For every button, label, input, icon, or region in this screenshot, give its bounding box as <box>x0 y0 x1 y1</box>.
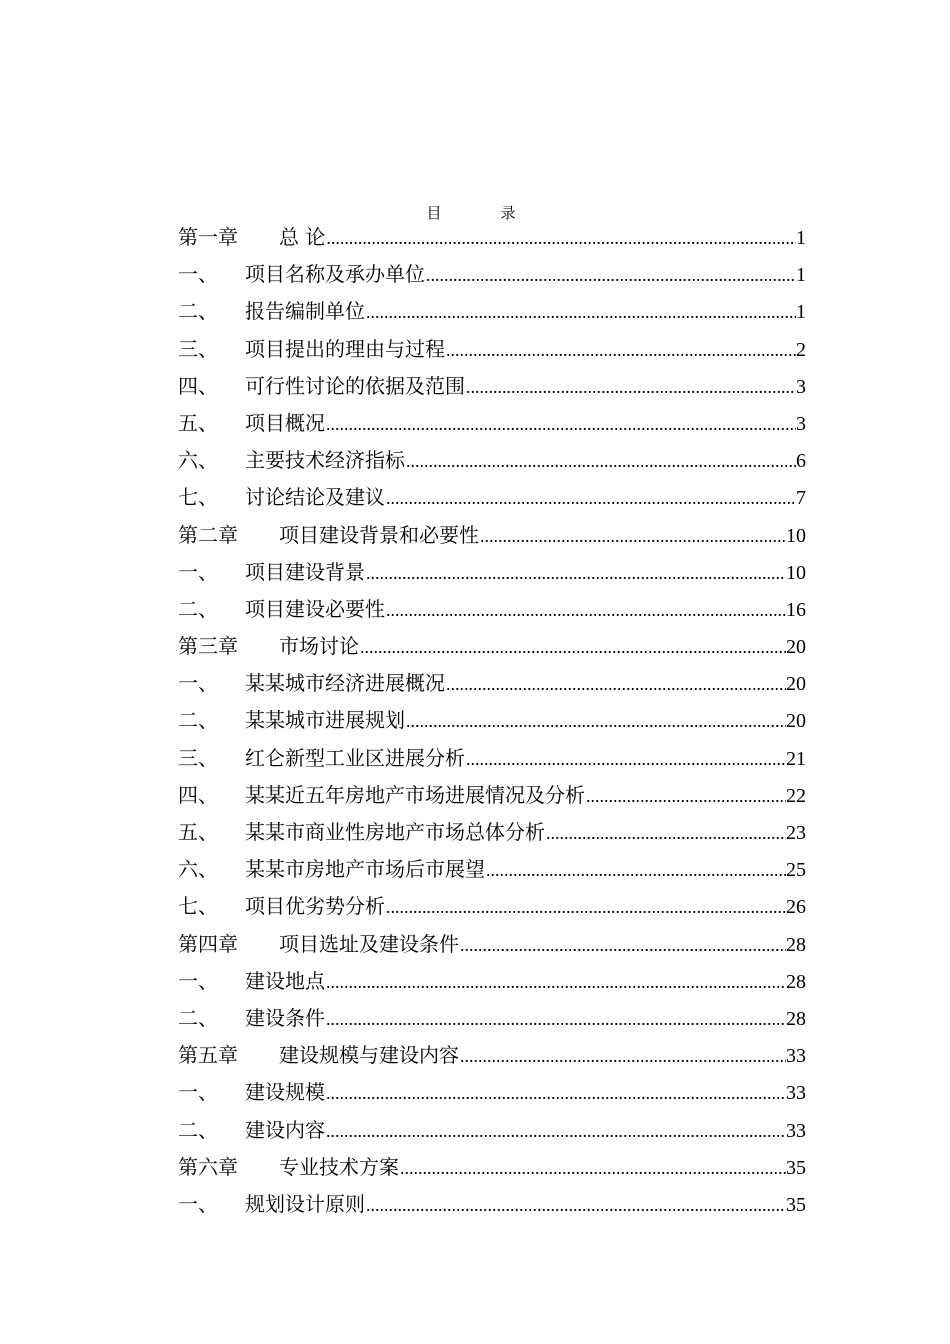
table-of-contents <box>178 219 806 1223</box>
toc-entry-page-number: 35 <box>786 1156 806 1179</box>
toc-dot-leader <box>405 703 786 739</box>
toc-entry-number: 第一章 <box>178 225 238 249</box>
toc-dot-leader <box>479 518 786 554</box>
toc-entry-title: 某某近五年房地产市场进展情况及分析 <box>245 782 585 807</box>
toc-section-entry[interactable] <box>178 591 806 628</box>
toc-section-entry[interactable] <box>178 405 806 442</box>
toc-dot-leader <box>399 1150 786 1186</box>
toc-entry-title: 项目提出的理由与过程 <box>245 336 445 361</box>
toc-entry-page-number: 20 <box>786 636 806 659</box>
toc-entry-number: 二、 <box>178 1117 218 1142</box>
toc-entry-title: 报告编制单位 <box>245 299 365 324</box>
toc-entry-page-number: 22 <box>786 784 806 807</box>
toc-entry-title: 某某城市进展规划 <box>245 708 405 733</box>
toc-chapter-entry[interactable] <box>178 926 806 963</box>
toc-entry-title: 市场讨论 <box>279 634 359 659</box>
toc-entry-page-number: 10 <box>786 524 806 547</box>
toc-entry-number: 六、 <box>178 448 218 473</box>
toc-dot-leader <box>459 1038 786 1074</box>
toc-section-entry[interactable] <box>178 777 806 814</box>
toc-entry-title: 讨论结论及建议 <box>245 485 385 510</box>
toc-entry-number: 第二章 <box>178 522 238 547</box>
toc-entry-page-number: 3 <box>796 375 806 398</box>
toc-entry-page-number: 10 <box>786 561 806 584</box>
toc-entry-title: 项目优劣势分析 <box>245 894 385 919</box>
toc-entry-page-number: 26 <box>786 896 806 919</box>
toc-dot-leader <box>325 220 796 256</box>
toc-entry-number: 二、 <box>178 596 218 621</box>
toc-section-entry[interactable] <box>178 368 806 405</box>
toc-entry-number: 四、 <box>178 373 218 398</box>
toc-entry-title: 专业技术方案 <box>279 1154 399 1179</box>
toc-entry-title: 项目概况 <box>245 410 325 435</box>
toc-entry-number: 二、 <box>178 1005 218 1030</box>
toc-entry-number: 五、 <box>178 820 218 844</box>
toc-entry-page-number: 23 <box>786 822 806 844</box>
toc-entry-title: 项目选址及建设条件 <box>279 931 459 956</box>
toc-entry-page-number: 28 <box>786 970 806 993</box>
toc-section-entry[interactable] <box>178 554 806 591</box>
toc-section-entry[interactable] <box>178 1074 806 1111</box>
toc-entry-title: 项目建设必要性 <box>245 596 385 621</box>
toc-entry-number: 第五章 <box>178 1043 238 1068</box>
toc-entry-title: 某某市房地产市场后市展望 <box>245 857 485 882</box>
toc-entry-number: 二、 <box>178 708 218 733</box>
toc-chapter-entry[interactable] <box>178 517 806 554</box>
toc-entry-page-number: 21 <box>786 747 806 770</box>
toc-entry-title: 建设规模与建设内容 <box>279 1043 459 1068</box>
toc-entry-number: 六、 <box>178 857 218 882</box>
toc-entry-page-number: 1 <box>796 264 806 287</box>
toc-entry-page-number: 33 <box>786 1119 806 1142</box>
toc-entry-number: 一、 <box>178 1191 218 1216</box>
toc-entry-number: 第六章 <box>178 1154 238 1179</box>
toc-dot-leader <box>425 257 796 293</box>
toc-chapter-entry[interactable] <box>178 1149 806 1186</box>
toc-section-entry[interactable] <box>178 479 806 516</box>
toc-entry-number: 五、 <box>178 410 218 435</box>
toc-dot-leader <box>365 1187 786 1223</box>
toc-entry-page-number: 28 <box>786 933 806 956</box>
toc-entry-page-number: 7 <box>796 487 806 510</box>
toc-entry-title: 总 论 <box>279 225 326 249</box>
toc-entry-page-number: 3 <box>796 412 806 435</box>
toc-entry-title: 某某城市经济进展概况 <box>245 671 445 696</box>
toc-dot-leader <box>359 629 786 665</box>
toc-dot-leader <box>325 1075 786 1111</box>
toc-dot-leader <box>325 1001 786 1037</box>
toc-section-entry[interactable] <box>178 665 806 702</box>
toc-entry-page-number: 20 <box>786 710 806 733</box>
toc-section-entry[interactable] <box>178 963 806 1000</box>
toc-entry-page-number: 1 <box>796 301 806 324</box>
toc-entry-number: 三、 <box>178 336 218 361</box>
toc-dot-leader <box>365 294 796 330</box>
toc-section-entry[interactable] <box>178 888 806 925</box>
toc-chapter-entry[interactable] <box>178 1037 806 1074</box>
toc-entry-number: 一、 <box>178 262 218 287</box>
toc-section-entry[interactable] <box>178 442 806 479</box>
toc-chapter-entry[interactable] <box>178 219 806 256</box>
toc-entry-number: 一、 <box>178 968 218 993</box>
toc-section-entry[interactable] <box>178 814 806 851</box>
toc-entry-title: 建设规模 <box>245 1080 325 1105</box>
toc-dot-leader <box>545 815 786 851</box>
toc-section-entry[interactable] <box>178 1186 806 1223</box>
toc-dot-leader <box>445 666 786 702</box>
toc-dot-leader <box>365 555 786 591</box>
toc-section-entry[interactable] <box>178 293 806 330</box>
toc-entry-number: 七、 <box>178 894 218 919</box>
toc-dot-leader <box>485 852 786 888</box>
toc-dot-leader <box>445 332 796 368</box>
toc-entry-title: 主要技术经济指标 <box>245 448 405 473</box>
toc-section-entry[interactable] <box>178 1112 806 1149</box>
toc-section-entry[interactable] <box>178 1000 806 1037</box>
toc-dot-leader <box>465 369 796 405</box>
toc-dot-leader <box>465 741 786 777</box>
toc-chapter-entry[interactable] <box>178 628 806 665</box>
toc-entry-page-number: 33 <box>786 1082 806 1105</box>
toc-entry-page-number: 1 <box>796 227 806 249</box>
toc-entry-title: 红仑新型工业区进展分析 <box>245 745 465 770</box>
toc-entry-number: 二、 <box>178 299 218 324</box>
toc-entry-number: 第四章 <box>178 931 238 956</box>
toc-dot-leader <box>585 778 786 814</box>
toc-entry-number: 七、 <box>178 485 218 510</box>
toc-dot-leader <box>405 443 796 479</box>
toc-entry-number: 第三章 <box>178 634 238 659</box>
toc-dot-leader <box>385 480 796 516</box>
toc-dot-leader <box>385 592 786 628</box>
toc-entry-page-number: 35 <box>786 1193 806 1216</box>
toc-entry-page-number: 2 <box>796 338 806 361</box>
toc-dot-leader <box>459 927 786 963</box>
toc-entry-title: 建设内容 <box>245 1117 325 1142</box>
toc-section-entry[interactable] <box>178 851 806 888</box>
toc-entry-title: 建设地点 <box>245 968 325 993</box>
toc-section-entry[interactable] <box>178 256 806 293</box>
toc-entry-title: 项目建设背景 <box>245 559 365 584</box>
toc-title: 目 录 <box>426 204 538 222</box>
toc-entry-page-number: 6 <box>796 450 806 473</box>
toc-entry-title: 规划设计原则 <box>245 1191 365 1216</box>
toc-dot-leader <box>325 964 786 1000</box>
toc-dot-leader <box>325 406 796 442</box>
toc-entry-page-number: 20 <box>786 673 806 696</box>
toc-section-entry[interactable] <box>178 740 806 777</box>
toc-entry-number: 一、 <box>178 1080 218 1105</box>
toc-entry-page-number: 16 <box>786 598 806 621</box>
toc-entry-number: 三、 <box>178 745 218 770</box>
toc-entry-title: 可行性讨论的依据及范围 <box>245 373 465 398</box>
toc-entry-number: 一、 <box>178 671 218 696</box>
toc-entry-number: 四、 <box>178 782 218 807</box>
toc-entry-page-number: 25 <box>786 859 806 882</box>
toc-dot-leader <box>325 1113 786 1149</box>
toc-entry-title: 项目名称及承办单位 <box>245 262 425 287</box>
toc-entry-page-number: 33 <box>786 1045 806 1068</box>
toc-section-entry[interactable] <box>178 331 806 368</box>
toc-entry-title: 某某市商业性房地产市场总体分析 <box>245 820 545 844</box>
toc-entry-page-number: 28 <box>786 1007 806 1030</box>
toc-entry-title: 项目建设背景和必要性 <box>279 522 479 547</box>
toc-section-entry[interactable] <box>178 702 806 739</box>
toc-entry-title: 建设条件 <box>245 1005 325 1030</box>
toc-dot-leader <box>385 889 786 925</box>
toc-entry-number: 一、 <box>178 559 218 584</box>
